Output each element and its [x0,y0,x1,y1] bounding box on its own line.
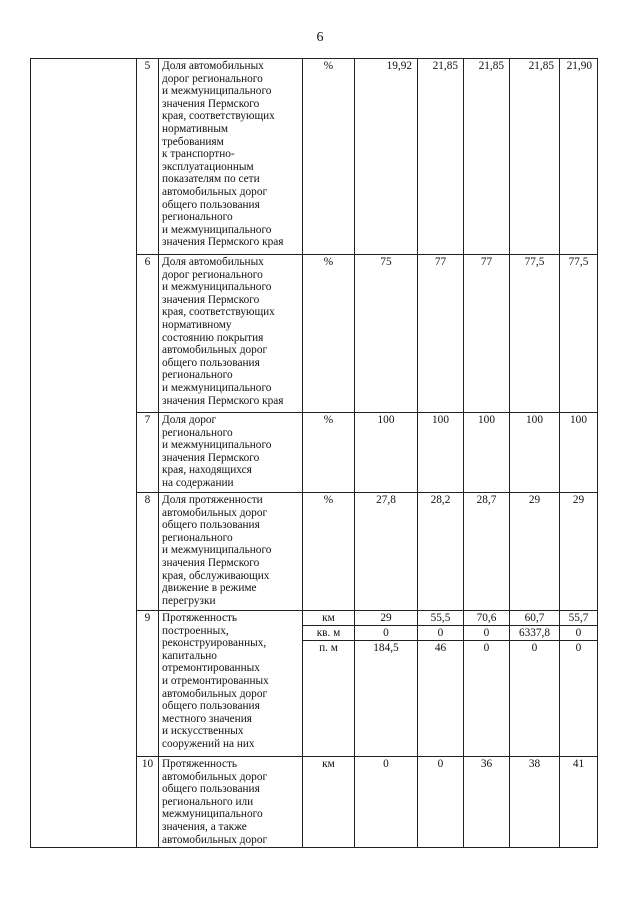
value-cell: 75 [355,255,418,413]
value-cell: 38 [510,757,560,848]
value-cell: 77 [418,255,464,413]
blank-column [31,59,137,848]
unit-cell: % [303,493,355,611]
row-number: 8 [137,493,159,611]
indicator-name: Протяженность построенных, реконструированных, капитально отремонтированных и отремонтированных автомобильных дорог общего пользования местного значения и искусственных сооружений на них [159,611,303,757]
value-cell: 29 [560,493,598,611]
indicator-name: Доля протяженности автомобильных дорог общего пользования регионального и межмуниципального значения Пермского края, обслуживающих движение в режиме перегрузки [159,493,303,611]
value-cell: 0 [464,626,510,641]
page-number: 6 [316,30,324,45]
value-cell: 21,85 [464,59,510,255]
value-cell: 27,8 [355,493,418,611]
value-cell: 0 [560,641,598,757]
value-cell: 55,5 [418,611,464,626]
indicator-name: Доля автомобильных дорог регионального и межмуниципального значения Пермского края, соответствующих нормативным требованиям к транспортно- эксплуатационным показателям по сети автомобильных дорог общего пользования регионального и межмуниципального значения Пермского края [159,59,303,255]
row-number: 5 [137,59,159,255]
indicator-name: Доля автомобильных дорог регионального и межмуниципального значения Пермского края, соответствующих нормативному состоянию покрытия автомобильных дорог общего пользования регионального и межмуниципального значения Пермского края [159,255,303,413]
value-cell: 77,5 [510,255,560,413]
row-number: 7 [137,413,159,493]
row-number: 9 [137,611,159,757]
value-cell: 77,5 [560,255,598,413]
value-cell: 0 [355,757,418,848]
value-cell: 21,85 [510,59,560,255]
value-cell: 60,7 [510,611,560,626]
value-cell: 46 [418,641,464,757]
value-cell: 0 [355,626,418,641]
unit-cell: % [303,255,355,413]
value-cell: 100 [560,413,598,493]
value-cell: 0 [418,757,464,848]
value-cell: 28,2 [418,493,464,611]
unit-cell: км [303,611,355,626]
value-cell: 100 [464,413,510,493]
value-cell: 0 [560,626,598,641]
value-cell: 29 [510,493,560,611]
unit-cell: % [303,413,355,493]
value-cell: 36 [464,757,510,848]
value-cell: 28,7 [464,493,510,611]
row-number: 10 [137,757,159,848]
table-row [31,59,598,255]
value-cell: 0 [418,626,464,641]
row-number: 6 [137,255,159,413]
value-cell: 77 [464,255,510,413]
value-cell: 55,7 [560,611,598,626]
indicator-name: Доля дорог регионального и межмуниципального значения Пермского края, находящихся на содержании [159,413,303,493]
value-cell: 100 [355,413,418,493]
value-cell: 0 [464,641,510,757]
unit-cell: кв. м [303,626,355,641]
unit-cell: км [303,757,355,848]
value-cell: 100 [418,413,464,493]
value-cell: 41 [560,757,598,848]
indicators-table [30,58,598,848]
indicator-name: Протяженность автомобильных дорог общего пользования регионального или межмуниципального значения, а также автомобильных дорог [159,757,303,848]
value-cell: 21,90 [560,59,598,255]
value-cell: 184,5 [355,641,418,757]
value-cell: 21,85 [418,59,464,255]
value-cell: 0 [510,641,560,757]
unit-cell: п. м [303,641,355,757]
value-cell: 70,6 [464,611,510,626]
value-cell: 29 [355,611,418,626]
value-cell: 19,92 [355,59,418,255]
value-cell: 6337,8 [510,626,560,641]
value-cell: 100 [510,413,560,493]
unit-cell: % [303,59,355,255]
